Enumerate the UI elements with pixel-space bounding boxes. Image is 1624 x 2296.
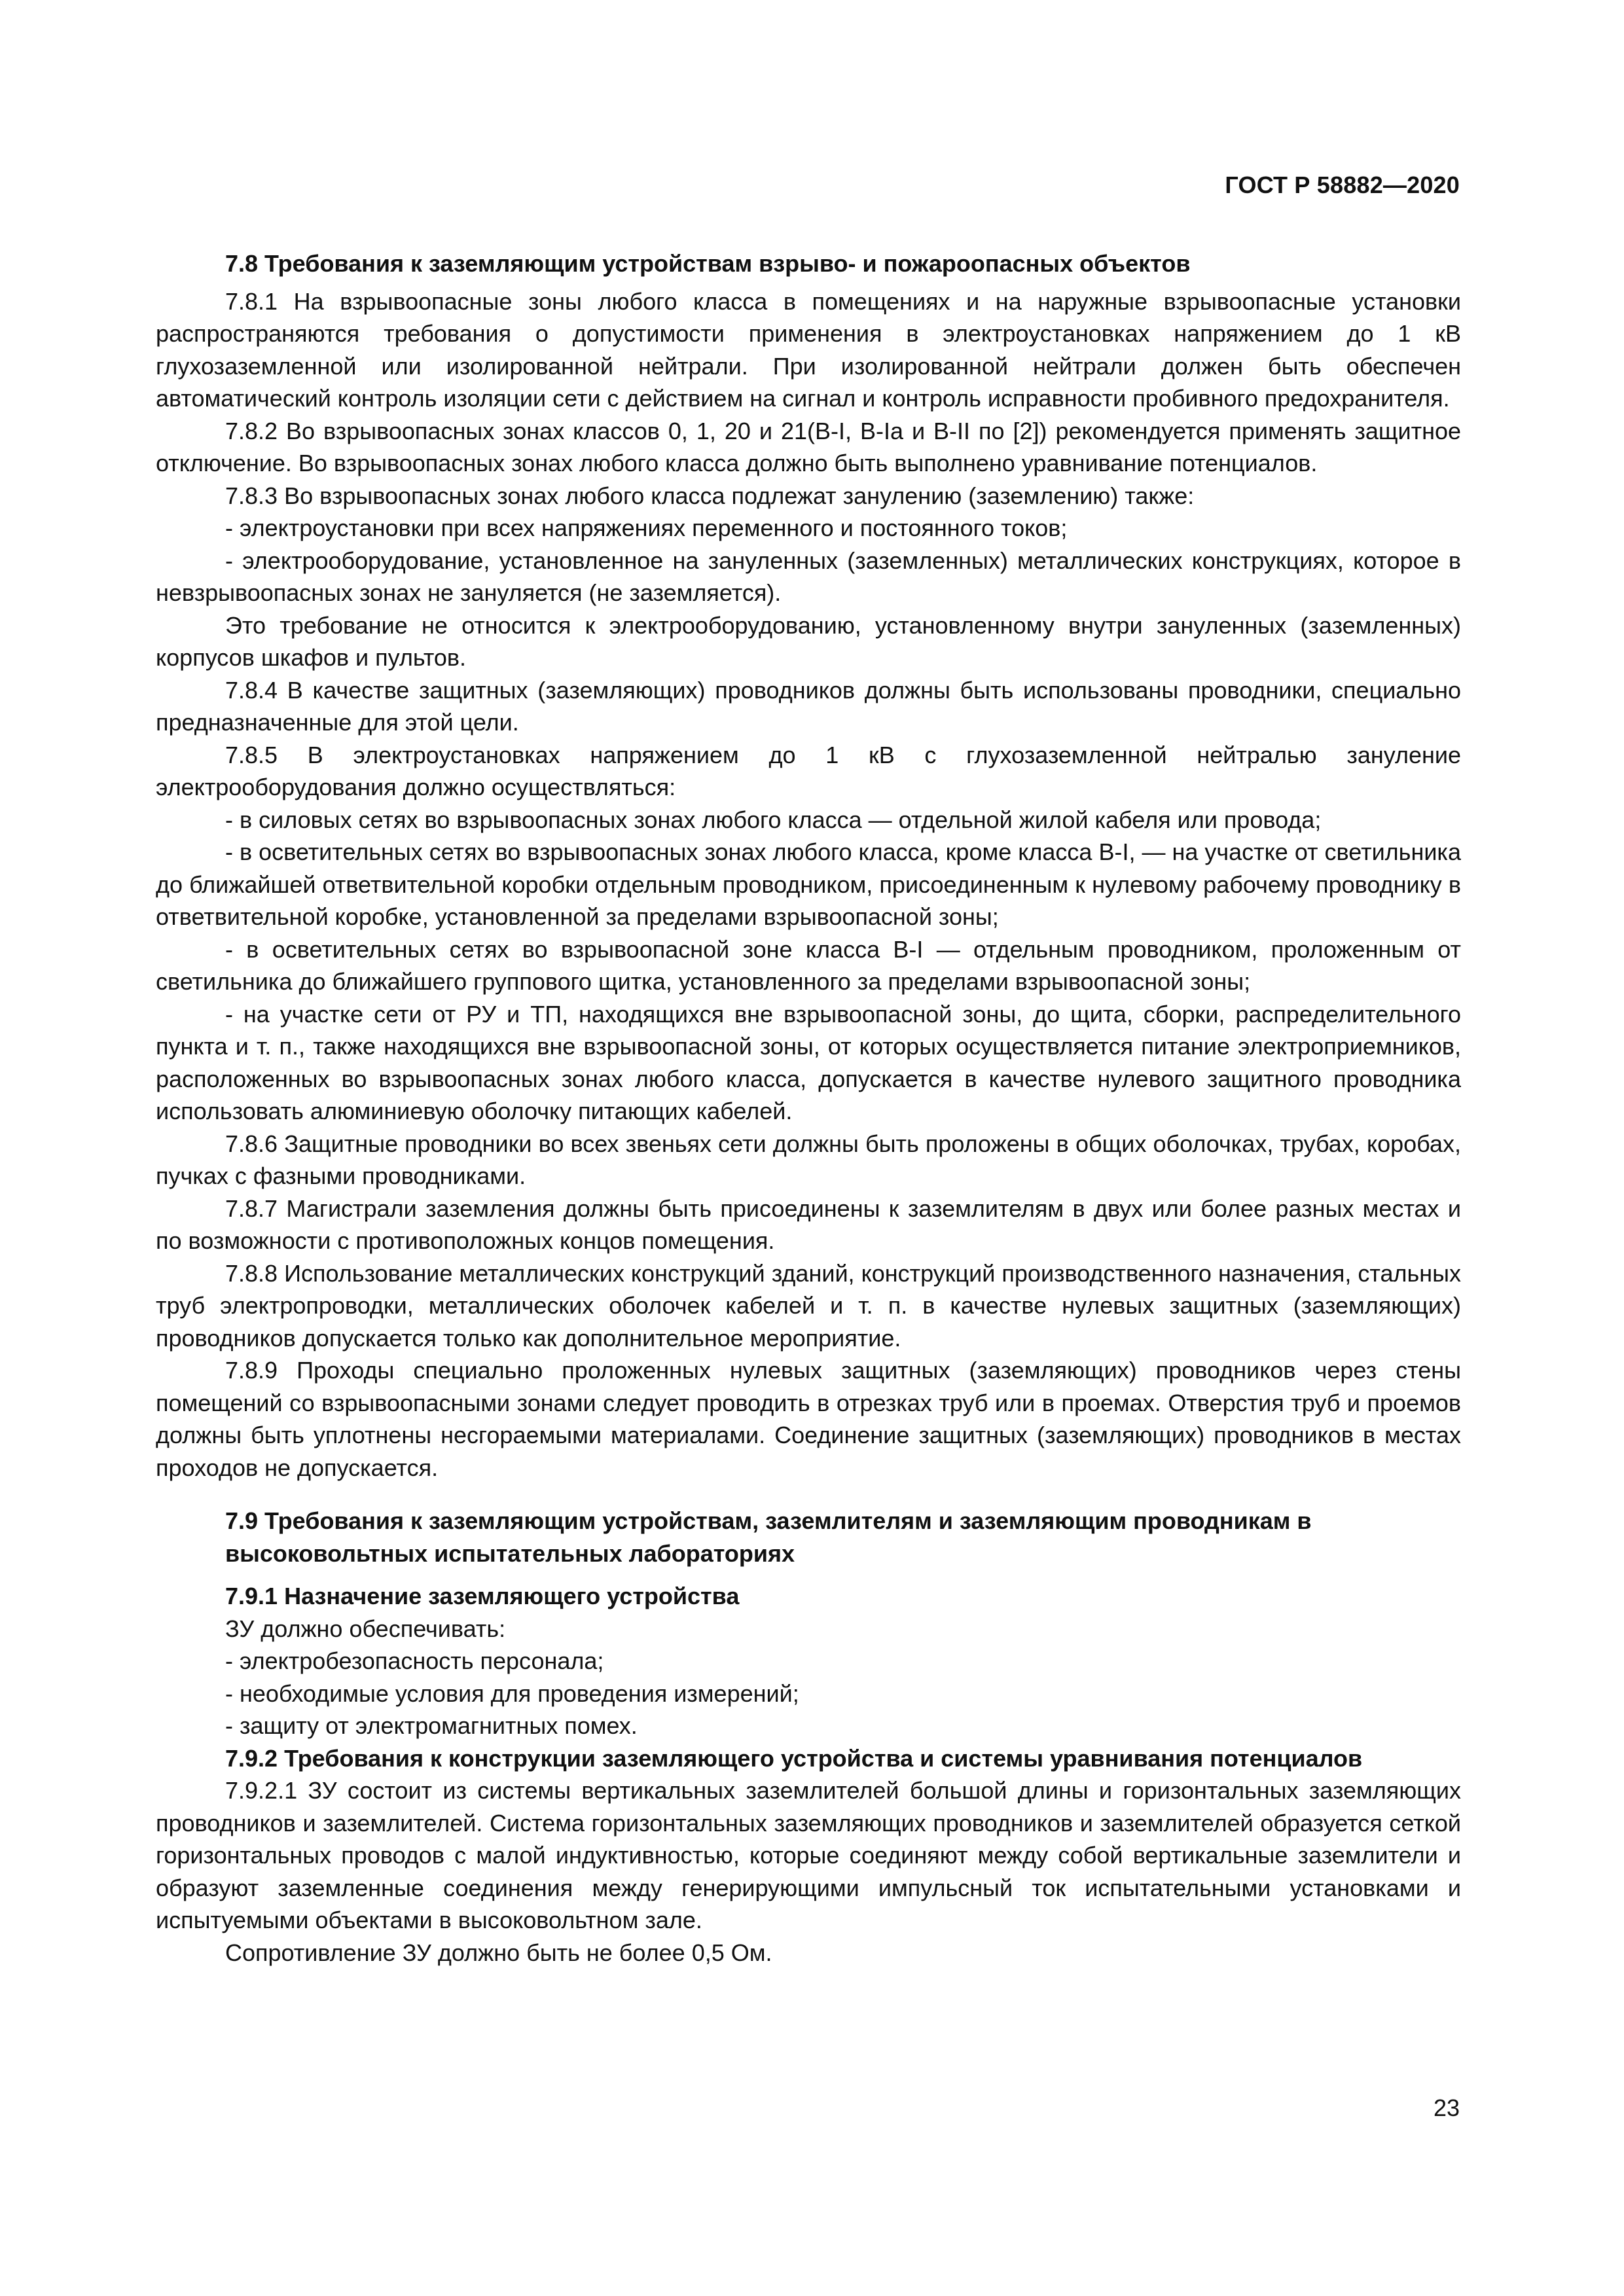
section-7-8-heading: 7.8 Требования к заземляющим устройствам взрыво- и пожароопасных объектов xyxy=(225,250,1191,277)
page-number: 23 xyxy=(1433,2094,1460,2121)
clause-7-8-7: 7.8.7 Магистрали заземления должны быть присоединены к заземлителям в двух или более разных местах и по возможности с противоположных концов помещения. xyxy=(156,1194,1461,1254)
clause-7-8-3-list-item: - электроустановки при всех напряжениях переменного и постоянного токов; xyxy=(225,514,1068,541)
clause-7-8-3: 7.8.3 Во взрывоопасных зонах любого класса подлежат занулению (заземлению) также: xyxy=(225,482,1195,509)
clause-7-9-2-1-resistance: Сопротивление ЗУ должно быть не более 0,5 Ом. xyxy=(225,1939,772,1966)
document-code-header: ГОСТ Р 58882—2020 xyxy=(1225,171,1460,198)
clause-7-8-5-list-item: - в осветительных сетях во взрывоопасных зонах любого класса, кроме класса В-I, — на участке от светильника до ближайшей ответвительной коробки отдельным проводником, присоединенным к нулевому рабочему проводнику в ответвительной коробке, установленной за пределами взрывоопасной зоны; xyxy=(156,838,1461,930)
clause-7-9-1-intro: ЗУ должно обеспечивать: xyxy=(225,1615,506,1642)
clause-7-9-2-1: 7.9.2.1 ЗУ состоит из системы вертикальных заземлителей большой длины и горизонтальных заземляющих проводников и заземлителей. Система горизонтальных заземляющих проводников и заземлителей образуется сеткой горизонтальных проводов с малой индуктивностью, которые соединяют между собой вертикальные заземлители и образуют заземленные соединения между генерирующими импульсный ток испытательными установками и испытуемыми объектами в высоковольтном зале. xyxy=(156,1777,1461,1933)
clause-7-9-1-list-item: - необходимые условия для проведения измерений; xyxy=(225,1679,799,1707)
clause-7-8-3-list-item: - электрооборудование, установленное на зануленных (заземленных) металлических конструкциях, которое в невзрывоопасных зонах не зануляется (не заземляется). xyxy=(156,547,1461,606)
clause-7-8-6: 7.8.6 Защитные проводники во всех звеньях сети должны быть проложены в общих оболочках, трубах, коробах, пучках с фазными проводниками. xyxy=(156,1130,1461,1189)
clause-7-8-4: 7.8.4 В качестве защитных (заземляющих) проводников должны быть использованы проводники, специально предназначенные для этой цели. xyxy=(156,676,1461,736)
clause-7-9-1-list-item: - защиту от электромагнитных помех. xyxy=(225,1712,638,1739)
clause-7-8-2: 7.8.2 Во взрывоопасных зонах классов 0, 1, 20 и 21(В-I, В-Ia и В-II по [2]) рекомендуется применять защитное отключение. Во взрывоопасных зонах любого класса должно быть выполнено уравнивание потенциалов. xyxy=(156,417,1461,476)
clause-7-8-1: 7.8.1 На взрывоопасные зоны любого класса в помещениях и на наружные взрывоопасные установки распространяются требования о допустимости применения в электроустановках напряжением до 1 кВ глухозаземленной или изолированной нейтрали. При изолированной нейтрали должен быть обеспечен автоматический контроль изоляции сети с действием на сигнал и контроль исправности пробивного предохранителя. xyxy=(156,287,1461,412)
clause-7-8-5-list-item: - в осветительных сетях во взрывоопасной зоне класса В-I — отдельным проводником, проложенным от светильника до ближайшего группового щитка, установленного за пределами взрывоопасной зоны; xyxy=(156,935,1461,995)
clause-7-8-8: 7.8.8 Использование металлических конструкций зданий, конструкций производственного назначения, стальных труб электропроводки, металлических оболочек кабелей и т. п. в качестве нулевых защитных (заземляющих) проводников допускается только как дополнительное мероприятие. xyxy=(156,1259,1461,1352)
clause-7-8-5-list-item: - на участке сети от РУ и ТП, находящихся вне взрывоопасной зоны, до щита, сборки, распределительного пункта и т. п., также находящихся вне взрывоопасной зоны, от которых осуществляется питание электроприемников, расположенных во взрывоопасных зонах любого класса, допускается в качестве нулевого защитного проводника использовать алюминиевую оболочку питающих кабелей. xyxy=(156,1000,1461,1124)
subsection-7-9-1-heading: 7.9.1 Назначение заземляющего устройства xyxy=(225,1583,740,1609)
subsection-7-9-2-heading: 7.9.2 Требования к конструкции заземляющего устройства и системы уравнивания потенциалов xyxy=(225,1744,1363,1772)
clause-7-9-1-list-item: - электробезопасность персонала; xyxy=(225,1647,604,1674)
clause-7-8-5-list-item: - в силовых сетях во взрывоопасных зонах любого класса — отдельной жилой кабеля или провода; xyxy=(225,806,1322,833)
clause-7-8-9: 7.8.9 Проходы специально проложенных нулевых защитных (заземляющих) проводников через стены помещений со взрывоопасными зонами следует проводить в отрезках труб или в проемах. Отверстия труб и проемов должны быть уплотнены несгораемыми материалами. Соединение защитных (заземляющих) проводников в местах проходов не допускается. xyxy=(156,1357,1461,1481)
page-body xyxy=(156,247,1461,1969)
clause-7-8-5: 7.8.5 В электроустановках напряжением до 1 кВ с глухозаземленной нейтралью зануление электрооборудования должно осуществляться: xyxy=(156,741,1461,800)
clause-7-8-3-note: Это требование не относится к электрооборудованию, установленному внутри зануленных (заземленных) корпусов шкафов и пультов. xyxy=(156,611,1461,671)
section-7-9-heading: 7.9 Требования к заземляющим устройствам, заземлителям и заземляющим проводникам в высоковольтных испытательных лабораториях xyxy=(225,1507,1312,1567)
